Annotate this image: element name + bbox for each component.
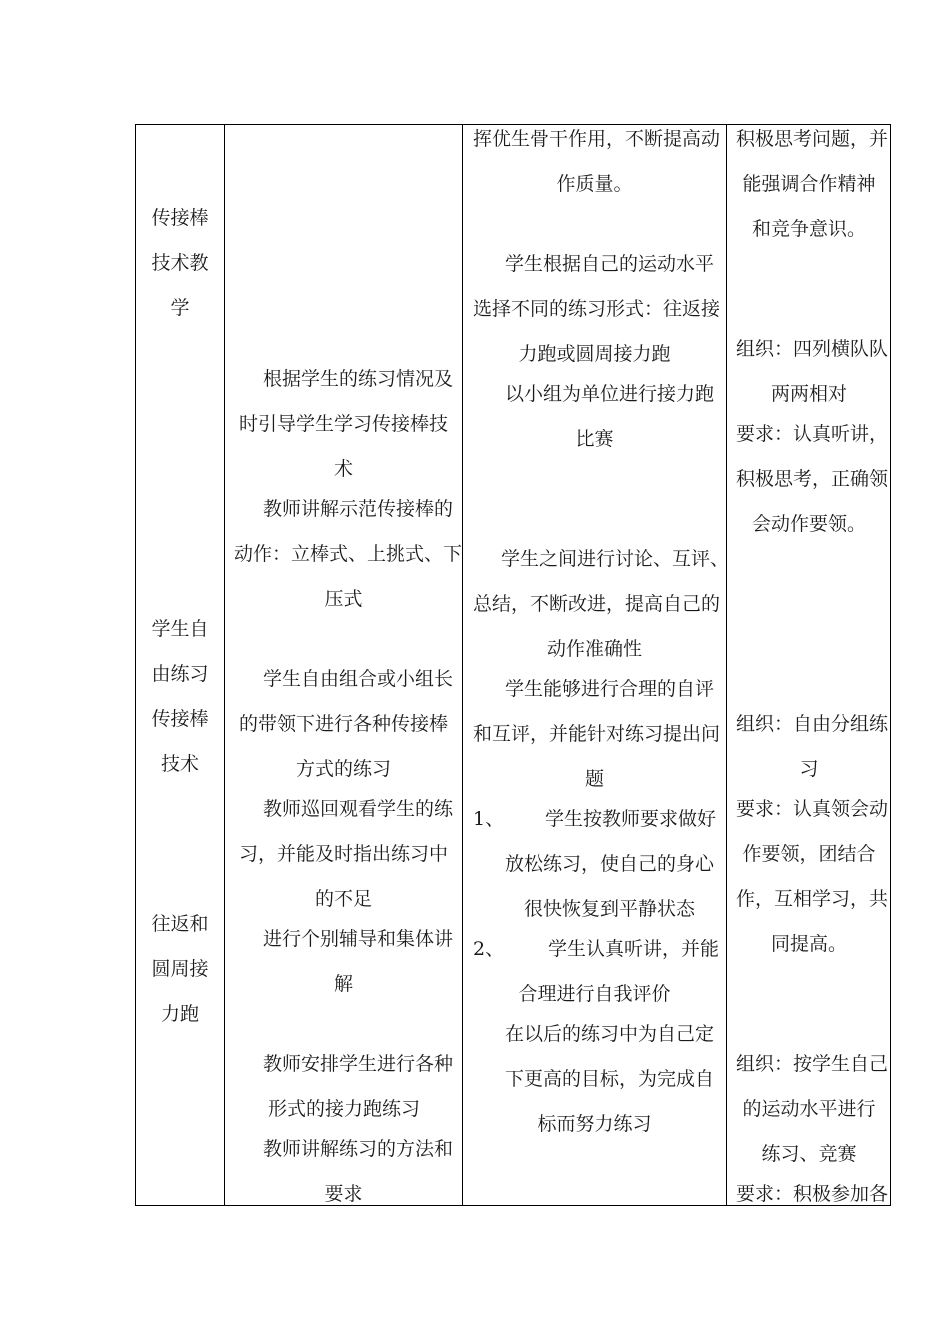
- student-activity-text: 学生能够进行合理的自评: [505, 678, 715, 700]
- lesson-plan-table: [135, 124, 891, 1206]
- student-activity-column: [463, 125, 730, 1205]
- student-activity-text: 学生认真听讲，并能: [548, 938, 720, 960]
- student-activity-text: 题: [584, 768, 604, 790]
- teacher-activity-text: 要求: [324, 1183, 363, 1205]
- content-item-text: 学生自: [151, 618, 209, 640]
- student-activity-text: 动作准确性: [546, 638, 642, 660]
- organization-text: 要求：认真听讲，: [736, 423, 889, 445]
- content-item-text: 技术教: [151, 252, 209, 274]
- organization-text: 作，互相学习，共: [736, 888, 889, 910]
- teacher-activity-text: 的带领下进行各种传接棒: [239, 713, 449, 735]
- student-activity-text: 学生根据自己的运动水平: [505, 253, 715, 275]
- content-item-text: 力跑: [160, 1003, 199, 1025]
- student-activity-text: 合理进行自我评价: [518, 983, 671, 1005]
- organization-text: 积极思考，正确领: [736, 468, 889, 490]
- organization-text: 作要领，团结合: [742, 843, 876, 865]
- student-activity-text: 总结，不断改进，提高自己的: [473, 593, 721, 615]
- organization-text: 的运动水平进行: [742, 1098, 876, 1120]
- student-activity-text: 标而努力练习: [537, 1113, 652, 1135]
- content-item-text: 学: [170, 297, 190, 319]
- teacher-activity-text: 教师巡回观看学生的练: [263, 798, 454, 820]
- teacher-activity-text: 教师讲解练习的方法和: [263, 1138, 454, 1160]
- organization-text: 习: [799, 758, 819, 780]
- student-activity-text: 力跑或圆周接力跑: [518, 343, 671, 365]
- student-activity-text: 选择不同的练习形式：往返接: [473, 298, 721, 320]
- organization-text: 组织：按学生自己: [736, 1053, 889, 1075]
- organization-text: 积极思考问题，并: [736, 128, 889, 150]
- content-item-text: 技术: [160, 753, 199, 775]
- organization-text: 能强调合作精神: [742, 173, 876, 195]
- teacher-activity-text: 方式的练习: [295, 758, 391, 780]
- content-item-text: 传接棒: [151, 708, 209, 730]
- organization-text: 两两相对: [770, 383, 847, 405]
- organization-text: 要求：认真领会动: [736, 798, 889, 820]
- student-activity-text: 在以后的练习中为自己定: [505, 1023, 715, 1045]
- organization-text: 练习、竞赛: [761, 1143, 857, 1165]
- student-activity-text: 学生按教师要求做好: [545, 808, 717, 830]
- organization-text: 和竞争意识。: [751, 218, 866, 240]
- content-item-text: 由练习: [151, 663, 209, 685]
- content-column: [136, 125, 224, 1205]
- student-activity-text: 以小组为单位进行接力跑: [505, 383, 715, 405]
- content-item-text: 传接棒: [151, 207, 209, 229]
- student-activity-text: 放松练习，使自己的身心: [505, 853, 715, 875]
- student-activity-text: 学生之间进行讨论、互评、: [501, 548, 730, 570]
- teacher-activity-text: 动作：立棒式、上挑式、下: [234, 543, 463, 565]
- teacher-activity-text: 术: [333, 458, 353, 480]
- organization-text: 组织：自由分组练: [736, 713, 889, 735]
- organization-text: 要求：积极参加各: [736, 1183, 889, 1205]
- teacher-activity-text: 教师安排学生进行各种: [263, 1053, 454, 1075]
- teacher-activity-text: 时引导学生学习传接棒技: [239, 413, 449, 435]
- teacher-activity-text: 习，并能及时指出练习中: [239, 843, 449, 865]
- student-activity-text: 和互评，并能针对练习提出问: [473, 723, 721, 745]
- teacher-activity-text: 形式的接力跑练习: [268, 1098, 421, 1120]
- organization-text: 组织：四列横队队: [736, 338, 889, 360]
- organization-text: 会动作要领。: [751, 513, 866, 535]
- student-activity-text: 作质量。: [556, 173, 633, 195]
- teacher-activity-text: 学生自由组合或小组长: [263, 668, 454, 690]
- organization-text: 同提高。: [770, 933, 847, 955]
- student-activity-text: 下更高的目标，为完成自: [505, 1068, 715, 1090]
- list-number: 2、: [473, 938, 505, 960]
- organization-column: [727, 125, 891, 1205]
- student-activity-text: 比赛: [575, 428, 614, 450]
- content-item-text: 往返和: [151, 913, 209, 935]
- teacher-activity-text: 的不足: [314, 888, 372, 910]
- teacher-activity-text: 教师讲解示范传接棒的: [263, 498, 454, 520]
- teacher-activity-text: 压式: [324, 588, 363, 610]
- teacher-activity-text: 解: [333, 973, 353, 995]
- student-activity-text: 挥优生骨干作用，不断提高动: [473, 128, 721, 150]
- teacher-activity-text: 进行个别辅导和集体讲: [263, 928, 454, 950]
- list-number: 1、: [473, 808, 505, 830]
- content-item-text: 圆周接: [151, 958, 209, 980]
- teacher-activity-column: [225, 125, 462, 1205]
- teacher-activity-text: 根据学生的练习情况及: [263, 368, 454, 390]
- student-activity-text: 很快恢复到平静状态: [524, 898, 696, 920]
